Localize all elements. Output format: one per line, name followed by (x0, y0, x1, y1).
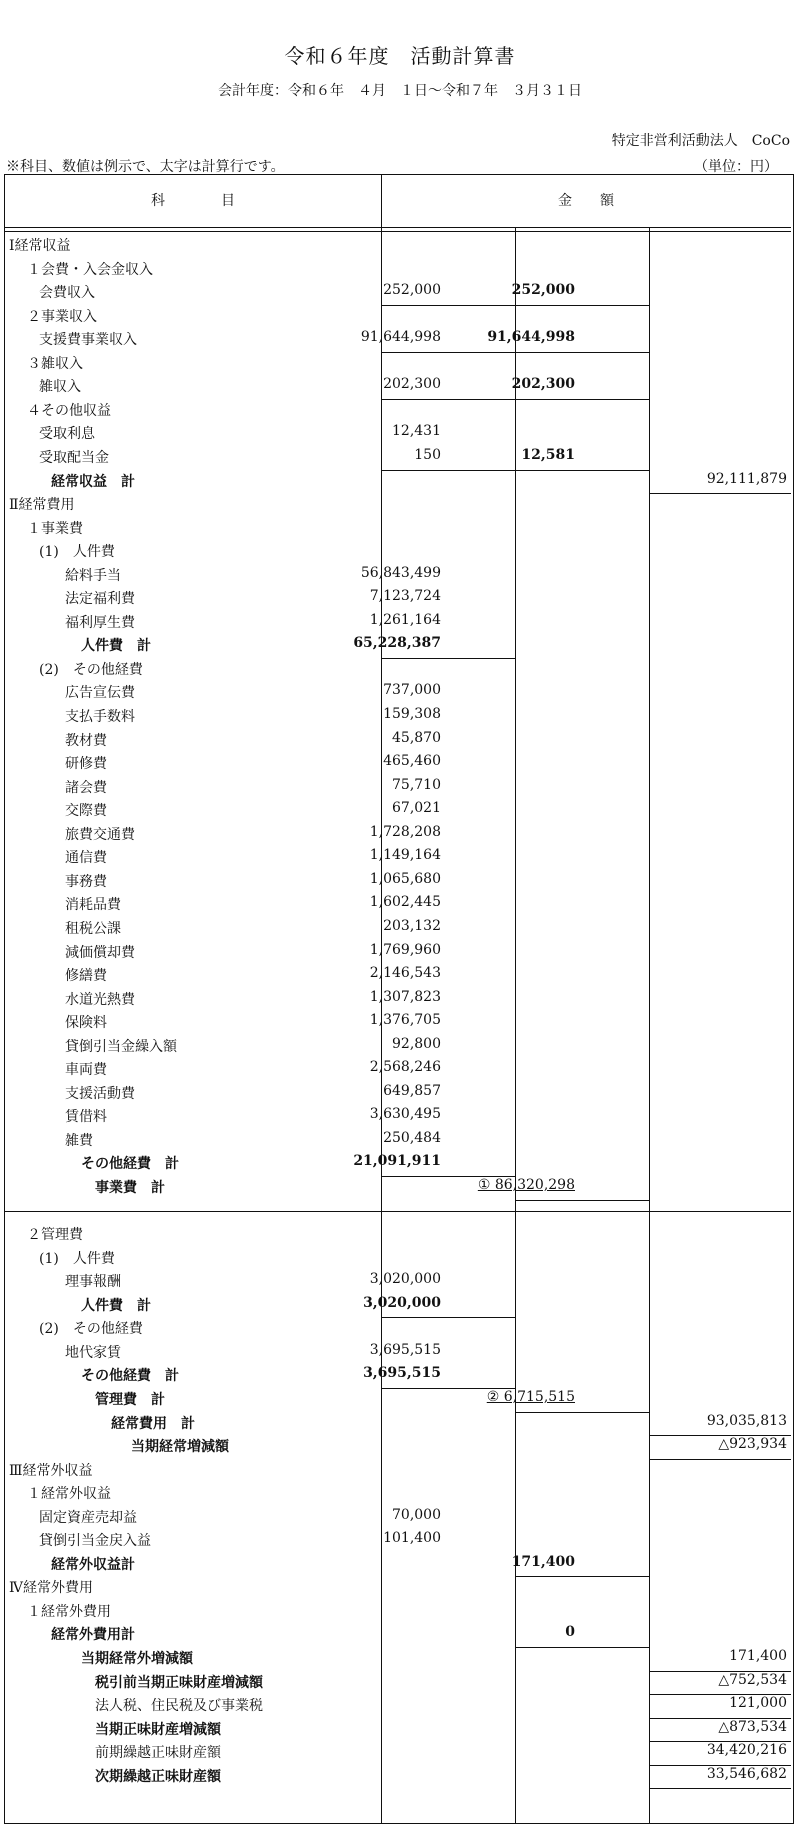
organization-name: 特定非営利活動法人 CoCo (611, 133, 790, 149)
column-divider (515, 227, 516, 1823)
subtotal-rule (649, 1459, 791, 1460)
amount-c1: 101,400 (383, 1530, 441, 1547)
amount-c1: 75,710 (392, 776, 441, 793)
subtotal-rule (515, 1647, 649, 1648)
row-label: 雑収入 (39, 379, 81, 396)
row-label: 理事報酬 (65, 1274, 121, 1291)
row-label: 通信費 (65, 850, 107, 867)
amount-c1: 465,460 (383, 753, 441, 770)
row-label: 租税公課 (65, 920, 121, 937)
amount-c1: 3,695,515 (363, 1365, 441, 1382)
row-label: その他経費 計 (81, 1368, 179, 1385)
amount-c1: 3,020,000 (369, 1271, 441, 1288)
subtotal-rule (381, 1317, 515, 1318)
row-label: 交際費 (65, 803, 107, 820)
row-label: １経常外費用 (27, 1603, 111, 1620)
amount-c2: 202,300 (511, 376, 575, 393)
row-label: ２管理費 (27, 1227, 83, 1244)
row-label: 人件費 計 (81, 1297, 151, 1314)
amount-c2: ② 6,715,515 (486, 1388, 575, 1405)
activity-statement-table (4, 174, 794, 1824)
row-label: Ⅱ経常費用 (9, 497, 75, 514)
row-label: １経常外収益 (27, 1486, 111, 1503)
row-label: 経常外収益計 (51, 1556, 135, 1573)
row-label: 経常費用 計 (111, 1415, 195, 1432)
row-label: 賃借料 (65, 1109, 107, 1126)
amount-c3: △752,534 (718, 1671, 787, 1688)
amount-c3: 93,035,813 (706, 1412, 787, 1429)
row-label: 事業費 計 (95, 1180, 165, 1196)
row-label: 固定資産売却益 (39, 1509, 137, 1526)
row-label: １会費・入会金収入 (27, 261, 153, 278)
subtotal-rule (515, 1412, 649, 1413)
row-label: 前期繰越正味財産額 (95, 1745, 221, 1762)
amount-c1: 12,431 (392, 423, 441, 440)
amount-c1: 7,123,724 (369, 588, 441, 605)
row-label: Ⅰ経常収益 (9, 238, 71, 254)
amount-c1: 1,065,680 (369, 870, 441, 887)
row-label: 福利厚生費 (65, 614, 135, 631)
amount-c1: 2,146,543 (369, 965, 441, 982)
row-label: 修繕費 (65, 968, 107, 985)
amount-c1: 737,000 (383, 682, 441, 699)
header-amount: 金 額 (558, 193, 614, 209)
amount-c1: 649,857 (383, 1082, 441, 1099)
row-label: 旅費交通費 (65, 826, 135, 843)
row-label: 教材費 (65, 732, 107, 749)
row-label: ２事業収入 (27, 308, 97, 325)
subtotal-rule (515, 305, 649, 306)
amount-c1: 3,020,000 (363, 1294, 441, 1311)
row-label: 水道光熱費 (65, 991, 135, 1008)
amount-c1: 3,630,495 (369, 1106, 441, 1123)
amount-c1: 70,000 (392, 1506, 441, 1523)
amount-c1: 1,307,823 (369, 988, 441, 1005)
amount-c1: 250,484 (383, 1129, 441, 1146)
subtotal-rule (649, 1788, 791, 1789)
subtotal-rule (515, 1576, 649, 1577)
amount-c1: 56,843,499 (360, 564, 441, 581)
sheet-note: ※科目、数値は例示で、太字は計算行です。 (6, 159, 285, 175)
row-label: 支援費事業収入 (39, 332, 137, 349)
amount-c2: ① 86,320,298 (477, 1177, 575, 1193)
row-label: 事務費 (65, 873, 107, 890)
subtotal-rule (381, 658, 515, 659)
row-label: 支援活動費 (65, 1085, 135, 1102)
amount-c3: △923,934 (718, 1436, 787, 1453)
row-label: １事業費 (27, 520, 83, 537)
subtotal-rule (381, 352, 515, 353)
subtotal-rule (515, 470, 649, 471)
subtotal-rule (381, 470, 515, 471)
amount-c3: 171,400 (729, 1648, 787, 1664)
row-label: (1) 人件費 (39, 1250, 115, 1267)
subtotal-rule (381, 305, 515, 306)
row-label: ４その他収益 (27, 402, 111, 419)
amount-c1: 203,132 (383, 917, 441, 934)
amount-c1: 2,568,246 (369, 1059, 441, 1076)
row-label: その他経費 計 (81, 1156, 179, 1173)
row-label: 経常収益 計 (51, 473, 135, 490)
subtotal-rule (515, 399, 649, 400)
row-label: 貸倒引当金戻入益 (39, 1533, 151, 1550)
row-label: 当期正味財産増減額 (95, 1721, 221, 1738)
row-label: 減価償却費 (65, 944, 135, 961)
amount-c3: 92,111,879 (706, 470, 787, 487)
amount-c1: 3,695,515 (369, 1341, 441, 1358)
row-label: 次期繰越正味財産額 (95, 1768, 221, 1785)
subtotal-rule (515, 352, 649, 353)
row-label: 広告宣伝費 (65, 685, 135, 702)
row-label: 税引前当期正味財産増減額 (95, 1674, 263, 1691)
amount-c1: 21,091,911 (353, 1153, 441, 1170)
amount-c1: 45,870 (392, 729, 441, 746)
row-label: 会費収入 (39, 285, 95, 302)
row-label: Ⅲ経常外収益 (9, 1462, 93, 1479)
amount-c1: 1,376,705 (369, 1012, 441, 1029)
amount-c2: 171,400 (511, 1553, 575, 1570)
amount-c1: 1,149,164 (369, 847, 441, 864)
row-label: 諸会費 (65, 779, 107, 796)
row-label: 受取利息 (39, 426, 95, 443)
row-label: 経常外費用計 (51, 1627, 135, 1644)
row-label: 法定福利費 (65, 591, 135, 608)
section-divider (5, 1211, 791, 1212)
amount-c1: 65,228,387 (353, 635, 441, 652)
amount-c3: 34,420,216 (706, 1742, 787, 1759)
amount-c1: 1,769,960 (369, 941, 441, 958)
header-rule (5, 227, 791, 228)
amount-c1: 1,602,445 (369, 894, 441, 911)
column-divider (649, 227, 650, 1823)
amount-c3: 33,546,682 (706, 1765, 787, 1782)
header-subject: 科 目 (151, 193, 235, 209)
row-label: 当期経常増減額 (131, 1439, 229, 1456)
amount-c1: 67,021 (392, 800, 441, 817)
row-label: Ⅳ経常外費用 (9, 1580, 93, 1597)
row-label: 給料手当 (65, 567, 121, 584)
header-rule (5, 231, 791, 232)
amount-c1: 1,728,208 (369, 823, 441, 840)
amount-c1: 150 (414, 446, 441, 463)
page-title: 令和６年度 活動計算書 (284, 44, 516, 68)
fiscal-period: 会計年度：令和６年 ４月 １日～令和７年 ３月３１日 (218, 83, 582, 99)
amount-c2: 252,000 (511, 282, 575, 299)
amount-c3: 121,000 (729, 1695, 787, 1712)
row-label: 当期経常外増減額 (81, 1651, 193, 1667)
row-label: 雑費 (65, 1132, 93, 1149)
row-label: (1) 人件費 (39, 544, 115, 561)
subtotal-rule (649, 493, 791, 494)
amount-c1: 159,308 (383, 706, 441, 722)
row-label: 消耗品費 (65, 897, 121, 914)
row-label: 地代家賃 (65, 1344, 121, 1361)
amount-c2: 91,644,998 (487, 329, 575, 346)
row-label: 貸倒引当金繰入額 (65, 1038, 177, 1055)
row-label: (2) その他経費 (39, 661, 143, 678)
row-label: 支払手数料 (65, 709, 135, 725)
row-label: 研修費 (65, 756, 107, 773)
amount-c1: 1,261,164 (369, 611, 441, 628)
row-label: 車両費 (65, 1062, 107, 1079)
row-label: 保険料 (65, 1015, 107, 1032)
amount-c1: 91,644,998 (360, 329, 441, 346)
amount-c2: 12,581 (521, 446, 575, 463)
amount-c1: 252,000 (383, 282, 441, 299)
amount-c1: 92,800 (392, 1035, 441, 1052)
unit-label: （単位：円） (694, 159, 778, 175)
row-label: ３雑収入 (27, 355, 83, 372)
row-label: (2) その他経費 (39, 1321, 143, 1338)
row-label: 管理費 計 (95, 1391, 165, 1408)
row-label: 人件費 計 (81, 638, 151, 655)
subtotal-rule (381, 399, 515, 400)
amount-c3: △873,534 (718, 1718, 787, 1735)
subtotal-rule (515, 1200, 649, 1201)
row-label: 受取配当金 (39, 449, 109, 466)
amount-c1: 202,300 (383, 376, 441, 393)
amount-c2: 0 (565, 1624, 575, 1641)
row-label: 法人税、住民税及び事業税 (95, 1698, 263, 1715)
